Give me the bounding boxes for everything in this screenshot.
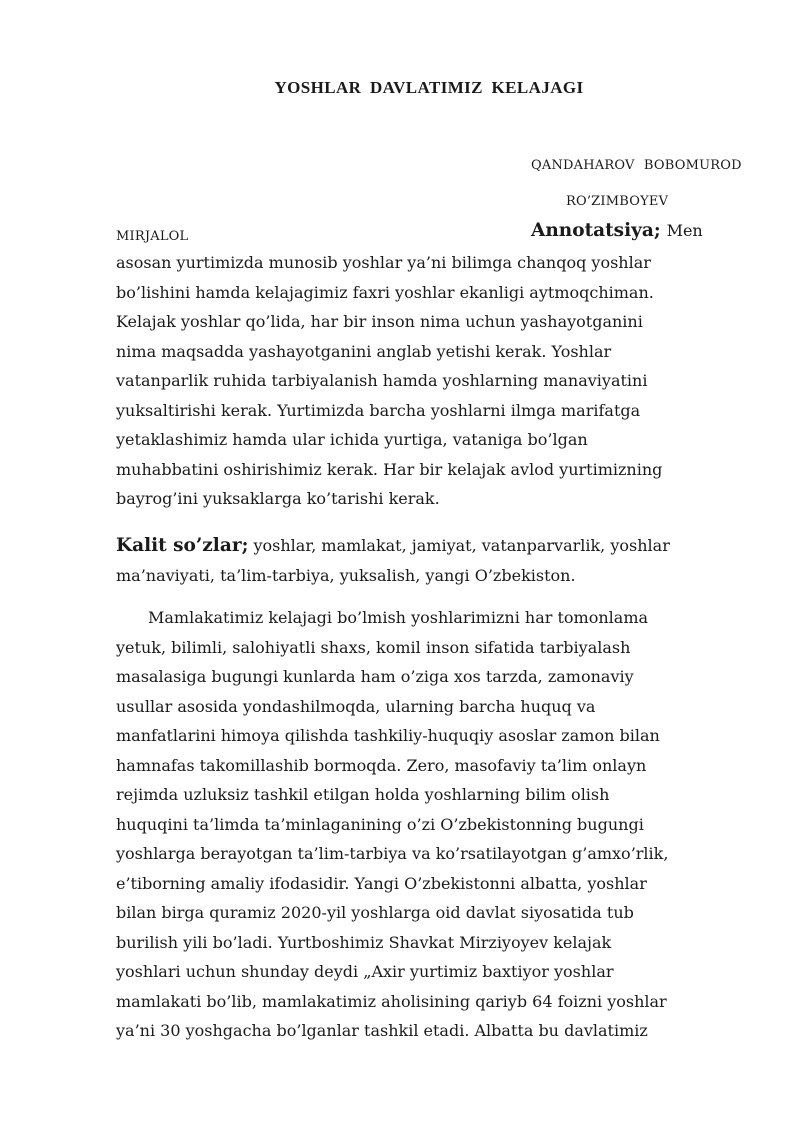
annotation-body	[116, 248, 736, 514]
paragraph-line: rejimda uzluksiz tashkil etilgan holda yoshlarning bilim olish	[116, 785, 610, 804]
author-name-line-3: MIRJALOL	[116, 229, 189, 244]
keywords-block	[116, 531, 736, 590]
paragraph-line: hamnafas takomillashib bormoqda. Zero, masofaviy ta’lim onlayn	[116, 755, 647, 775]
annotation-line: yetaklashimiz hamda ular ichida yurtiga, vataniga bo’lgan	[116, 430, 588, 449]
keywords-label: Kalit so’zlar;	[116, 535, 249, 556]
annotation-label: Annotatsiya;	[531, 220, 661, 241]
paragraph-line: ya’ni 30 yoshgacha bo’lganlar tashkil etadi. Albatta bu davlatimiz	[116, 1021, 648, 1040]
paragraph-line: yoshlarga berayotgan ta’lim-tarbiya va ko’rsatilayotgan g’amxo’rlik,	[116, 844, 669, 863]
annotation-first-word: Men	[666, 221, 703, 240]
annotation-line: vatanparlik ruhida tarbiyalanish hamda yoshlarning manaviyatini	[116, 371, 648, 390]
author-name-line-1: QANDAHAROV BOBOMUROD	[531, 158, 742, 173]
keywords-list-start: yoshlar, mamlakat, jamiyat, vatanparvarlik, yoshlar	[248, 536, 670, 555]
annotation-heading	[531, 220, 703, 241]
annotation-line: bo’lishini hamda kelajagimiz faxri yoshlar ekanligi aytmoqchiman.	[116, 282, 654, 302]
paragraph-line: e’tiborning amaliy ifodasidir. Yangi O’zbekistonni albatta, yoshlar	[116, 873, 647, 893]
paragraph-line: yetuk, bilimli, salohiyatli shaxs, komil inson sifatida tarbiyalash	[116, 637, 631, 657]
annotation-line: yuksaltirishi kerak. Yurtimizda barcha yoshlarni ilmga marifatga	[116, 400, 641, 420]
annotation-line: muhabbatini oshirishimiz kerak. Har bir kelajak avlod yurtimizning	[116, 459, 663, 479]
annotation-line: asosan yurtimizda munosib yoshlar ya’ni bilimga chanqoq yoshlar	[116, 253, 651, 272]
keywords-line-1	[116, 531, 736, 561]
annotation-line: bayrog’ini yuksaklarga ko’tarishi kerak.	[116, 489, 440, 508]
annotation-line: nima maqsadda yashayotganini anglab yetishi kerak. Yoshlar	[116, 341, 612, 361]
paragraph-line: masalasiga bugungi kunlarda ham o’ziga xos tarzda, zamonaviy	[116, 667, 634, 686]
annotation-line: Kelajak yoshlar qo’lida, har bir inson nima uchun yashayotganini	[116, 312, 643, 331]
paragraph-line: mamlakati bo’lib, mamlakatimiz aholisining qariyb 64 foizni yoshlar	[116, 991, 667, 1011]
paragraph-line: bilan birga quramiz 2020-yil yoshlarga oid davlat siyosatida tub	[116, 903, 634, 922]
paragraph-line: burilish yili bo’ladi. Yurtboshimiz Shavkat Mirziyoyev kelajak	[116, 932, 612, 952]
author-name-line-2: RO’ZIMBOYEV	[566, 194, 669, 209]
main-body-text	[116, 603, 736, 1046]
paragraph-line: manfatlarini himoya qilishda tashkiliy-huquqiy asoslar zamon bilan	[116, 726, 660, 745]
paper-title: YOSHLAR DAVLATIMIZ KELAJAGI	[274, 78, 584, 97]
paragraph-first-line: Mamlakatimiz kelajagi bo’lmish yoshlarimizni har tomonlama	[148, 608, 649, 627]
paragraph-line: usullar asosida yondashilmoqda, ularning barcha huquq va	[116, 696, 596, 716]
paragraph-line: yoshlari uchun shunday deydi „Axir yurtimiz baxtiyor yoshlar	[116, 962, 614, 981]
keywords-line-2: ma’naviyati, ta’lim-tarbiya, yuksalish, yangi O’zbekiston.	[116, 565, 576, 585]
paragraph-line: huquqini ta’limda ta’minlaganining o’zi O’zbekistonning bugungi	[116, 814, 644, 834]
